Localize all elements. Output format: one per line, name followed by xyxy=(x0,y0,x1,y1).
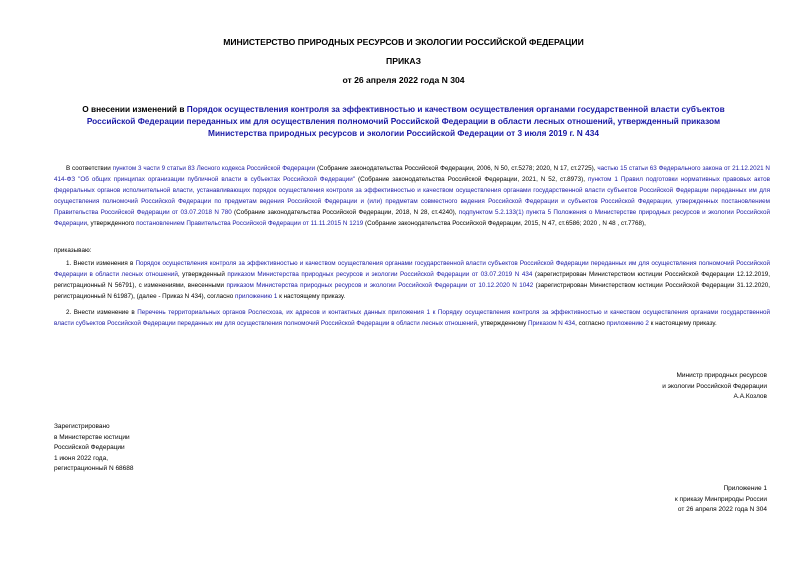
appendix-line: от 26 апреля 2022 года N 304 xyxy=(677,506,767,513)
registration-line: в Министерстве юстиции xyxy=(54,433,130,441)
item-2-text: , утвержденному xyxy=(477,319,529,327)
preamble-link[interactable]: пунктом 1 Правил подготовки нормативных правовых актов федеральных органов исполнительной власти, устанавливающих порядок осуществления контроля за эффективностью и качеством осуществления органами государственной власти субъектов Российской Федерации переданных им для осуществления полномочий Российской Федерации по предметам ведения Российской Федерации и (или) предметам совместного ведения Российской Федерации и субъектов Российской Федерации, утвержденных постановлением Правительства Российской Федерации от 03.07.2018 N 780 xyxy=(54,175,771,216)
item-1-text: , утвержденный xyxy=(177,270,228,278)
preamble-text: (Собрание законодательства Российской Федерации, 2006, N 50, ст.5278; 2020, N 17, ст.2725), xyxy=(315,165,598,172)
preamble-text: (Собрание законодательства Российской Федерации, 2015, N 47, ст.6586; 2020 , N 48 , ст.7768), xyxy=(363,219,646,227)
item-1-link[interactable]: приложению 1 xyxy=(235,292,278,300)
preamble-text: (Собрание законодательства Российской Федерации, 2021, N 52, ст.8973), xyxy=(355,175,588,183)
item-2-text: 2. Внести изменение в xyxy=(66,309,138,316)
registration-line: регистрационный N 68688 xyxy=(54,465,134,472)
item-2-link[interactable]: приложению 2 xyxy=(606,319,649,327)
appendix-line: к приказу Минприроды России xyxy=(674,495,767,503)
preamble-link[interactable]: подпунктом 5.2.133(1) пункта 5 Положения о Министерстве природных ресурсов и экологии Российской Федерации xyxy=(54,208,771,227)
preamble-link[interactable]: частью 15 статьи 63 Федерального закона от 21.12.2021 N 414-ФЗ "Об общих принципах организации публичной власти в субъектах Российской Федерации" xyxy=(54,165,770,183)
preamble-paragraph xyxy=(54,164,770,229)
item-1-text: к настоящему приказу. xyxy=(277,292,346,300)
item-1-link[interactable]: приказом Министерства природных ресурсов и экологии Российской Федерации от 03.07.2019 N 434 xyxy=(227,270,533,278)
ministry-heading: МИНИСТЕРСТВО ПРИРОДНЫХ РЕСУРСОВ И ЭКОЛОГИИ РОССИЙСКОЙ ФЕДЕРАЦИИ xyxy=(223,37,584,47)
item-2-text: , согласно xyxy=(575,319,607,327)
preamble-text: , утвержденного xyxy=(86,219,137,227)
registration-line: 1 июня 2022 года, xyxy=(54,454,109,462)
document-title xyxy=(60,103,747,139)
order-word: приказываю: xyxy=(54,247,92,254)
signature-line: и экологии Российской Федерации xyxy=(662,382,767,390)
preamble-link[interactable]: пунктом 3 части 9 статьи 83 Лесного кодекса Российской Федерации xyxy=(112,165,316,172)
registration-line: Российской Федерации xyxy=(54,444,125,451)
date-number-heading: от 26 апреля 2022 года N 304 xyxy=(342,75,465,85)
signature-line: Министр природных ресурсов xyxy=(676,372,767,379)
registration-line: Зарегистрировано xyxy=(54,423,110,430)
item-2-link[interactable]: Приказом N 434 xyxy=(528,319,576,327)
item-2-link[interactable]: Перечень территориальных органов Рослесхоза, их адресов и контактных данных приложения 1 к Порядку осуществления контроля за эффективностью и качеством осуществления органами государственной власти субъектов Российской Федерации переданных им для осуществления полномочий Российской Федерации в области лесных отношений xyxy=(54,309,770,327)
preamble-text: (Собрание законодательства Российской Федерации, 2018, N 28, ст.4240), xyxy=(231,208,459,216)
preamble-text: В соответствии xyxy=(66,165,113,172)
item-1-paragraph xyxy=(54,259,770,303)
item-1-text: 1. Внести изменения в xyxy=(66,260,136,267)
appendix-block xyxy=(547,484,767,516)
signature-line: А.А.Козлов xyxy=(733,393,767,400)
item-1-text: (зарегистрирован Министерством юстиции Российской Федерации 12.12.2019, регистрационный N 56791), с изменениями, внесенными xyxy=(54,270,770,289)
title-link[interactable]: Порядок осуществления контроля за эффективностью и качеством осуществления органами государственной власти субъектов Российской Федерации переданных им для осуществления полномочий Российской Федерации в области лесных отношений, утвержденный приказом Министерства природных ресурсов и экологии Российской Федерации от 3 июля 2019 г. N 434 xyxy=(86,104,725,138)
item-1-link[interactable]: приказом Министерства природных ресурсов и экологии Российской Федерации от 10.12.2020 N 1042 xyxy=(226,281,534,289)
title-prefix: О внесении изменений в xyxy=(82,104,187,114)
doc-type-heading: ПРИКАЗ xyxy=(386,56,421,66)
item-1-link[interactable]: Порядок осуществления контроля за эффективностью и качеством осуществления органами государственной власти субъектов Российской Федерации переданных им для осуществления полномочий Российской Федерации в области лесных отношений xyxy=(54,260,770,278)
signature-block xyxy=(567,371,767,403)
appendix-line: Приложение 1 xyxy=(723,485,767,492)
item-2-text: к настоящему приказу. xyxy=(648,319,717,327)
item-2-paragraph xyxy=(54,308,770,330)
preamble-link[interactable]: постановлением Правительства Российской Федерации от 11.11.2015 N 1219 xyxy=(136,219,364,227)
registration-block xyxy=(54,422,254,475)
item-1-text: (зарегистрирован Министерством юстиции Российской Федерации 31.12.2020, регистрационный N 61987), (далее - Приказ N 434), согласно xyxy=(54,281,771,300)
